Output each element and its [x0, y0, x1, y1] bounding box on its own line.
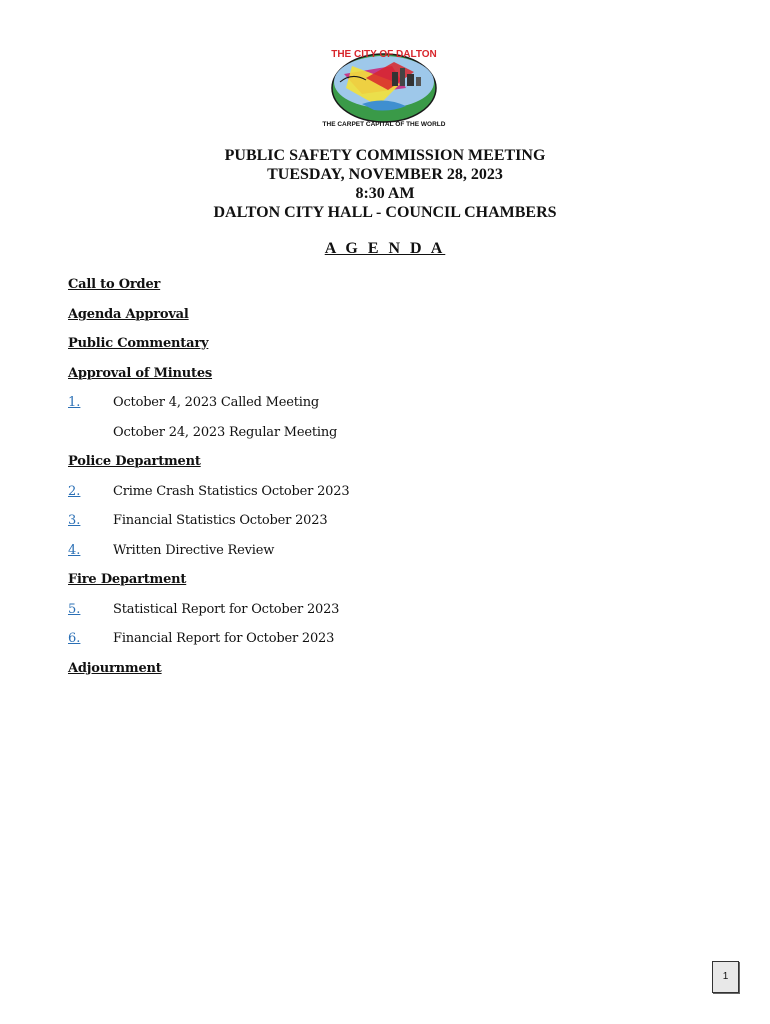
item-text: Statistical Report for October 2023 — [113, 602, 340, 617]
item-text: October 4, 2023 Called Meeting — [113, 395, 320, 410]
meeting-location: DALTON CITY HALL - COUNCIL CHAMBERS — [213, 204, 557, 221]
item-link-3[interactable]: 3. — [68, 513, 81, 528]
meeting-date: TUESDAY, NOVEMBER 28, 2023 — [267, 166, 503, 183]
meeting-title: PUBLIC SAFETY COMMISSION MEETING — [224, 147, 546, 164]
section-police-department: Police Department — [68, 454, 201, 469]
item-text: Financial Statistics October 2023 — [113, 513, 328, 528]
item-link-1[interactable]: 1. — [68, 395, 81, 410]
item-link-2[interactable]: 2. — [68, 484, 81, 499]
logo-top-text: THE CITY OF DALTON — [331, 49, 437, 60]
meeting-time: 8:30 AM — [355, 185, 415, 202]
item-link-5[interactable]: 5. — [68, 602, 81, 617]
item-text: Written Directive Review — [113, 543, 275, 558]
item-text: October 24, 2023 Regular Meeting — [113, 425, 338, 440]
section-approval-of-minutes: Approval of Minutes — [68, 366, 213, 381]
item-link-6[interactable]: 6. — [68, 631, 81, 646]
page-number: 1 — [712, 961, 739, 993]
city-of-dalton-logo — [322, 44, 446, 130]
city-seal-graphic — [322, 44, 446, 130]
section-adjournment: Adjournment — [68, 661, 162, 676]
item-link-4[interactable]: 4. — [68, 543, 81, 558]
section-fire-department: Fire Department — [68, 572, 187, 587]
item-text: Financial Report for October 2023 — [113, 631, 335, 646]
logo-bottom-text: "THE CARPET CAPITAL OF THE WORLD" — [322, 121, 446, 128]
section-public-commentary: Public Commentary — [68, 336, 209, 351]
section-agenda-approval: Agenda Approval — [68, 307, 189, 322]
agenda-title: A G E N D A — [324, 240, 446, 257]
section-call-to-order: Call to Order — [68, 277, 161, 292]
item-text: Crime Crash Statistics October 2023 — [113, 484, 350, 499]
